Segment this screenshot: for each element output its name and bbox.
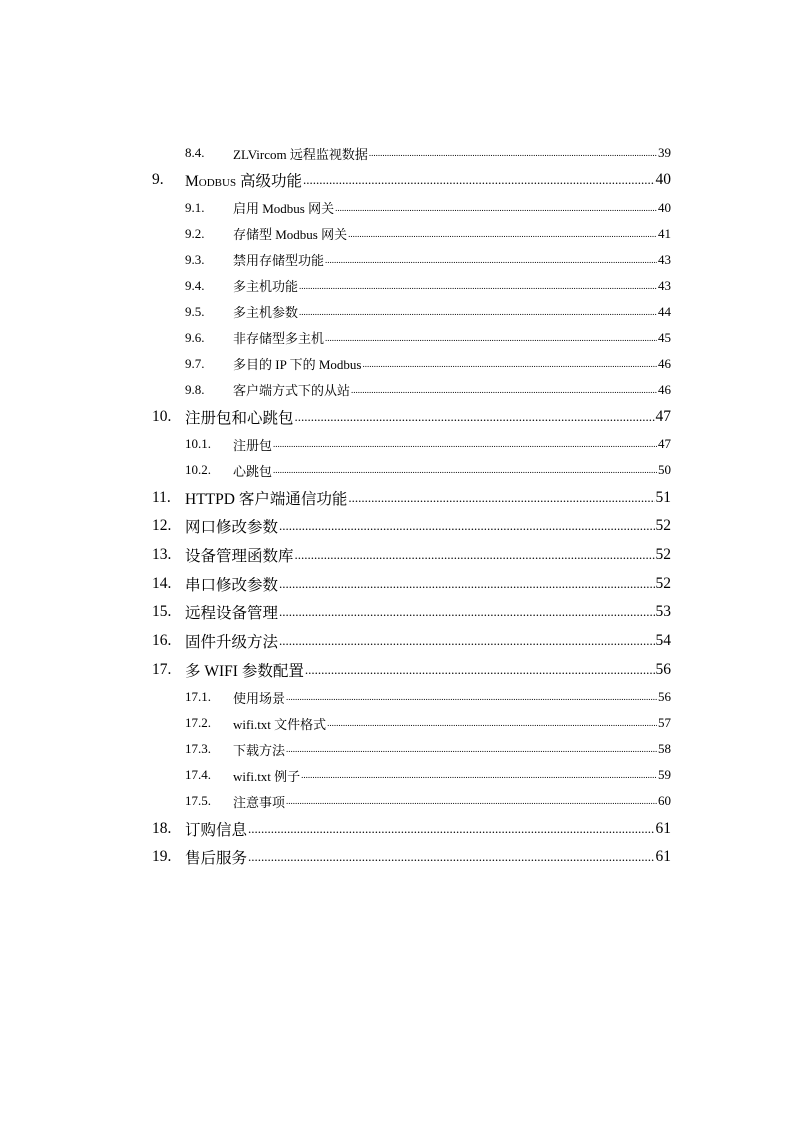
toc-entry-title: 非存储型多主机 xyxy=(233,331,325,347)
toc-entry-page-number: 52 xyxy=(655,574,671,592)
toc-entry-page-number: 46 xyxy=(658,355,671,371)
dot-leader xyxy=(299,307,657,317)
toc-entry-section[interactable] xyxy=(0,684,793,710)
toc-entry-number: 13. xyxy=(152,546,172,564)
toc-entry-chapter[interactable] xyxy=(0,627,793,656)
dot-leader xyxy=(369,148,657,158)
toc-entry-title: 使用场景 xyxy=(233,690,286,706)
toc-entry-number: 10.1. xyxy=(185,436,211,452)
dot-leader xyxy=(327,718,657,728)
toc-entry-page-number: 39 xyxy=(658,145,671,160)
dot-leader xyxy=(279,604,654,620)
dot-leader xyxy=(348,229,657,239)
toc-entry-section[interactable] xyxy=(0,351,793,377)
toc-entry-chapter[interactable] xyxy=(0,569,793,598)
toc-entry-section[interactable] xyxy=(0,710,793,736)
toc-entry-page-number: 56 xyxy=(655,660,671,678)
toc-entry-title: 客户端方式下的从站 xyxy=(233,383,351,399)
toc-entry-title: 设备管理函数库 xyxy=(185,548,294,566)
toc-entry-section[interactable] xyxy=(0,762,793,788)
toc-entry-number: 18. xyxy=(152,819,172,837)
dot-leader xyxy=(248,849,654,865)
toc-entry-page-number: 53 xyxy=(655,603,671,621)
toc-entry-number: 9.3. xyxy=(185,251,205,267)
toc-entry-title: 启用 Modbus 网关 xyxy=(233,201,335,217)
toc-entry-title: 注册包 xyxy=(233,437,273,453)
toc-entry-title: 网口修改参数 xyxy=(185,519,279,537)
dot-leader xyxy=(279,633,654,649)
toc-entry-title: 订购信息 xyxy=(185,821,248,839)
toc-entry-number: 14. xyxy=(152,574,172,592)
toc-entry-title: 禁用存储型功能 xyxy=(233,253,325,269)
toc-entry-section[interactable] xyxy=(0,247,793,273)
toc-entry-chapter[interactable] xyxy=(0,483,793,512)
toc-entry-chapter[interactable] xyxy=(0,843,793,872)
dot-leader xyxy=(279,576,654,592)
dot-leader xyxy=(295,409,655,425)
dot-leader xyxy=(295,547,655,563)
toc-entry-section[interactable] xyxy=(0,195,793,221)
toc-entry-page-number: 54 xyxy=(655,632,671,650)
toc-entry-page-number: 46 xyxy=(658,381,671,397)
toc-entry-section[interactable] xyxy=(0,457,793,483)
toc-entry-number: 12. xyxy=(152,517,172,535)
toc-entry-title: 多 WIFI 参数配置 xyxy=(185,662,304,680)
toc-entry-number: 10.2. xyxy=(185,462,211,478)
toc-entry-page-number: 60 xyxy=(658,793,671,809)
toc-entry-chapter[interactable] xyxy=(0,656,793,685)
dot-leader xyxy=(299,281,657,291)
toc-entry-title: ZLVircom 远程监视数据 xyxy=(233,146,368,162)
toc-entry-section[interactable] xyxy=(0,299,793,325)
toc-entry-page-number: 47 xyxy=(658,436,671,452)
dot-leader xyxy=(301,770,657,780)
toc-entry-chapter[interactable] xyxy=(0,166,793,195)
toc-entry-number: 8.4. xyxy=(185,145,205,160)
toc-entry-chapter[interactable] xyxy=(0,598,793,627)
dot-leader xyxy=(351,385,657,395)
toc-entry-page-number: 45 xyxy=(658,329,671,345)
toc-entry-page-number: 40 xyxy=(658,199,671,215)
toc-entry-section[interactable] xyxy=(0,431,793,457)
toc-entry-title: 多主机参数 xyxy=(233,305,299,321)
toc-entry-section[interactable] xyxy=(0,736,793,762)
toc-entry-number: 9.8. xyxy=(185,381,205,397)
toc-entry-number: 17.4. xyxy=(185,767,211,783)
toc-entry-page-number: 44 xyxy=(658,303,671,319)
toc-entry-title: 注意事项 xyxy=(233,794,286,810)
toc-entry-number: 15. xyxy=(152,603,172,621)
toc-entry-number: 17. xyxy=(152,660,172,678)
dot-leader xyxy=(325,333,657,343)
dot-leader xyxy=(335,203,657,213)
toc-entry-title: 存储型 Modbus 网关 xyxy=(233,227,348,243)
dot-leader xyxy=(273,465,657,475)
toc-entry-chapter[interactable] xyxy=(0,512,793,541)
toc-entry-number: 16. xyxy=(152,632,172,650)
toc-entry-page-number: 43 xyxy=(658,277,671,293)
toc-entry-page-number: 57 xyxy=(658,715,671,731)
toc-entry-page-number: 43 xyxy=(658,251,671,267)
toc-entry-number: 17.1. xyxy=(185,689,211,705)
toc-entry-section[interactable] xyxy=(0,325,793,351)
toc-entry-number: 9.6. xyxy=(185,329,205,345)
toc-entry-page-number: 47 xyxy=(655,408,671,426)
toc-entry-number: 17.3. xyxy=(185,741,211,757)
toc-entry-title: 注册包和心跳包 xyxy=(185,410,294,428)
toc-entry-title: Modbus 高级功能 xyxy=(185,173,302,191)
toc-entry-number: 9.1. xyxy=(185,199,205,215)
dot-leader xyxy=(303,172,655,188)
toc-entry-number: 19. xyxy=(152,848,172,866)
dot-leader xyxy=(286,796,657,806)
dot-leader xyxy=(305,662,655,678)
toc-entry-section[interactable] xyxy=(0,788,793,814)
toc-entry-page-number: 61 xyxy=(655,848,671,866)
table-of-contents xyxy=(0,140,793,872)
toc-entry-title: 多主机功能 xyxy=(233,279,299,295)
toc-entry-page-number: 52 xyxy=(655,546,671,564)
toc-entry-page-number: 61 xyxy=(655,819,671,837)
toc-entry-page-number: 40 xyxy=(655,171,671,189)
toc-entry-title: 固件升级方法 xyxy=(185,634,279,652)
toc-entry-page-number: 50 xyxy=(658,462,671,478)
dot-leader xyxy=(286,692,657,702)
toc-entry-title: wifi.txt 例子 xyxy=(233,768,301,784)
dot-leader xyxy=(279,518,654,534)
toc-entry-title: wifi.txt 文件格式 xyxy=(233,716,327,732)
toc-entry-number: 11. xyxy=(152,488,171,506)
toc-entry-page-number: 56 xyxy=(658,689,671,705)
dot-leader xyxy=(348,490,654,506)
dot-leader xyxy=(362,359,657,369)
toc-entry-page-number: 59 xyxy=(658,767,671,783)
toc-entry-number: 9.4. xyxy=(185,277,205,293)
toc-entry-page-number: 52 xyxy=(655,517,671,535)
toc-entry-section[interactable] xyxy=(0,140,793,166)
toc-entry-title: 售后服务 xyxy=(185,850,248,868)
toc-entry-title: 远程设备管理 xyxy=(185,605,279,623)
toc-entry-number: 9.2. xyxy=(185,225,205,241)
toc-entry-number: 17.2. xyxy=(185,715,211,731)
toc-entry-page-number: 41 xyxy=(658,225,671,241)
toc-entry-page-number: 51 xyxy=(655,488,671,506)
toc-entry-number: 9. xyxy=(152,171,164,189)
dot-leader xyxy=(273,439,657,449)
dot-leader xyxy=(325,255,657,265)
toc-entry-chapter[interactable] xyxy=(0,541,793,570)
dot-leader xyxy=(286,744,657,754)
toc-entry-title: 多目的 IP 下的 Modbus xyxy=(233,357,362,373)
toc-entry-number: 17.5. xyxy=(185,793,211,809)
toc-entry-page-number: 58 xyxy=(658,741,671,757)
toc-entry-number: 9.7. xyxy=(185,355,205,371)
toc-entry-number: 10. xyxy=(152,408,172,426)
toc-entry-section[interactable] xyxy=(0,377,793,403)
toc-entry-chapter[interactable] xyxy=(0,814,793,843)
toc-entry-number: 9.5. xyxy=(185,303,205,319)
dot-leader xyxy=(248,821,654,837)
toc-entry-title: HTTPD 客户端通信功能 xyxy=(185,490,348,508)
toc-entry-title: 下载方法 xyxy=(233,742,286,758)
toc-entry-section[interactable] xyxy=(0,273,793,299)
toc-entry-title: 心跳包 xyxy=(233,463,273,479)
toc-entry-chapter[interactable] xyxy=(0,403,793,432)
toc-entry-title: 串口修改参数 xyxy=(185,576,279,594)
toc-entry-section[interactable] xyxy=(0,221,793,247)
